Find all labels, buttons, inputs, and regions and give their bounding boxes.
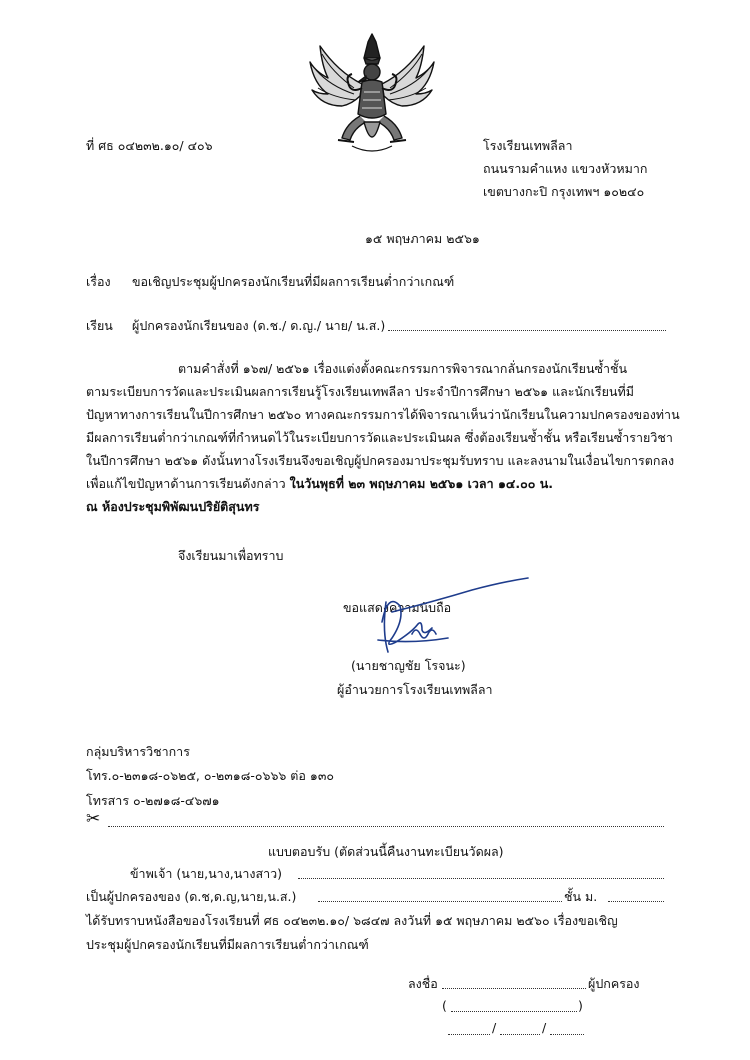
regards-text: ขอแสดงความนับถือ xyxy=(343,600,452,615)
signatory-name: (นายชาญชัย โรจนะ) xyxy=(351,658,466,673)
document-date: ๑๕ พฤษภาคม ๒๕๖๑ xyxy=(365,231,480,246)
reply-guardian-label: ผู้ปกครอง xyxy=(588,976,640,991)
phone-number: โทร.๐-๒๓๑๘-๐๖๒๕, ๐-๒๓๑๘-๐๖๖๖ ต่อ ๑๓๐ xyxy=(86,768,334,783)
subject-text: ขอเชิญประชุมผู้ปกครองนักเรียนที่มีผลการเรียนต่ำกว่าเกณฑ์ xyxy=(132,274,455,289)
reply-form-title: แบบตอบรับ (ตัดส่วนนี้คืนงานทะเบียนวัดผล) xyxy=(268,844,504,859)
reply-student-label: เป็นผู้ปกครองของ (ด.ช,ด.ญ,นาย,น.ส.) xyxy=(86,889,297,904)
meeting-datetime: ในวันพุธที่ ๒๓ พฤษภาคม ๒๕๖๑ เวลา ๑๔.๐๐ น. xyxy=(289,476,553,491)
reply-student-field[interactable] xyxy=(318,901,562,902)
cut-line xyxy=(108,826,664,827)
school-name: โรงเรียนเทพลีลา xyxy=(483,138,573,153)
body-line-6-normal: เพื่อแก้ไขปัญหาด้านการเรียนดังกล่าว xyxy=(86,476,290,491)
reply-date-slash-1: / xyxy=(492,1020,497,1035)
address-line-1: ถนนรามคำแหง แขวงหัวหมาก xyxy=(483,161,648,176)
reply-grade-label: ชั้น ม. xyxy=(564,889,598,904)
reply-grade-field[interactable] xyxy=(608,901,664,902)
salutation-fill-line xyxy=(388,330,666,331)
reply-paren-close: ) xyxy=(578,998,583,1013)
signature-image xyxy=(352,572,542,662)
body-line-2: ตามระเบียบการวัดและประเมินผลการเรียนรู้โรงเรียนเทพลีลา ประจำปีการศึกษา ๒๕๖๑ และนักเรียนที่มี xyxy=(86,384,634,399)
reply-date-day-field[interactable] xyxy=(448,1034,490,1035)
reply-name-field[interactable] xyxy=(298,878,664,879)
reply-sign-label: ลงชื่อ xyxy=(408,976,438,991)
subject-label: เรื่อง xyxy=(86,274,111,289)
reply-ack-line-1: ได้รับทราบหนังสือของโรงเรียนที่ ศธ ๐๔๒๓๒.๑๐/ ๖๘๔๗ ลงวันที่ ๑๕ พฤษภาคม ๒๕๖๐ เรื่องขอเชิญ xyxy=(86,913,618,928)
document-number: ที่ ศธ ๐๔๒๓๒.๑๐/ ๔๐๖ xyxy=(86,138,213,153)
reply-date-year-field[interactable] xyxy=(550,1034,584,1035)
reply-paren-open: ( xyxy=(442,998,447,1013)
reply-ack-line-2: ประชุมผู้ปกครองนักเรียนที่มีผลการเรียนต่ำกว่าเกณฑ์ xyxy=(86,937,369,952)
salutation-label: เรียน xyxy=(86,318,113,333)
reply-printed-name-field[interactable] xyxy=(451,1011,577,1012)
body-line-4: มีผลการเรียนต่ำกว่าเกณฑ์ที่กำหนดไว้ในระเบียบการวัดและประเมินผล ซึ่งต้องเรียนซ้ำชั้น หรือเรียนซ้ำรายวิชา xyxy=(86,430,673,445)
body-line-6 xyxy=(86,474,553,494)
meeting-venue: ณ ห้องประชุมพิพัฒนปริยัติสุนทร xyxy=(86,499,260,514)
body-line-3: ปัญหาทางการเรียนในปีการศึกษา ๒๕๖๐ ทางคณะกรรมการได้พิจารณาเห็นว่านักเรียนในความปกครองของท่าน xyxy=(86,407,680,422)
reply-name-label: ข้าพเจ้า (นาย,นาง,นางสาว) xyxy=(130,866,282,881)
body-line-5: ในปีการศึกษา ๒๕๖๑ ดังนั้นทางโรงเรียนจึงขอเชิญผู้ปกครองมาประชุมรับทราบ และลงนามในเงื่อนไขการตกลง xyxy=(86,453,675,468)
reply-sign-field[interactable] xyxy=(442,988,586,989)
address-line-2: เขตบางกะปิ กรุงเทพฯ ๑๐๒๔๐ xyxy=(483,184,645,199)
fax-number: โทรสาร ๐-๒๗๑๘-๔๖๗๑ xyxy=(86,793,220,808)
body-line-1: ตามคำสั่งที่ ๑๖๗/ ๒๕๖๑ เรื่องแต่งตั้งคณะกรรมการพิจารณากลั่นกรองนักเรียนซ้ำชั้น xyxy=(178,361,628,376)
salutation-text: ผู้ปกครองนักเรียนของ (ด.ช./ ด.ญ./ นาย/ น.ส.) xyxy=(132,318,386,333)
department-name: กลุ่มบริหารวิชาการ xyxy=(86,744,190,759)
garuda-emblem xyxy=(308,32,436,158)
reply-date-month-field[interactable] xyxy=(500,1034,540,1035)
signatory-position: ผู้อำนวยการโรงเรียนเทพลีลา xyxy=(337,682,493,697)
scissors-icon: ✂ xyxy=(86,809,101,829)
closing-line: จึงเรียนมาเพื่อทราบ xyxy=(178,548,284,563)
reply-date-slash-2: / xyxy=(542,1020,547,1035)
